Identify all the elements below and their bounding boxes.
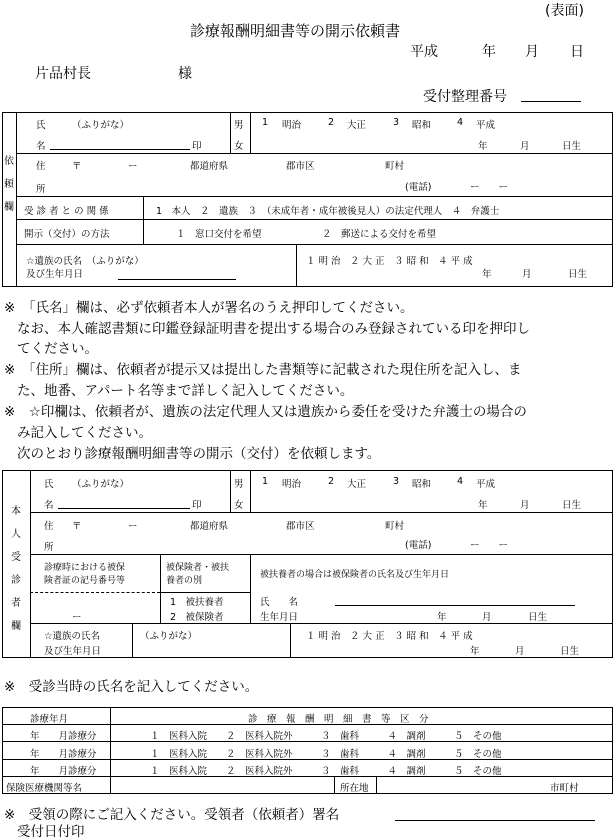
note-name-2: なお、本人確認書類に印鑑登録証明書を提出する場合のみ登録されている印を押印し — [17, 321, 530, 337]
addressee-sama: 様 — [178, 66, 192, 82]
req-name-label: 氏 — [36, 120, 46, 131]
req-postal-dash: ー — [128, 161, 138, 172]
insured-no-dash: ー — [72, 612, 82, 623]
reception-number-field[interactable] — [521, 101, 581, 102]
pat-male-label: 男 — [234, 479, 244, 490]
pat-era-1: 1 — [262, 476, 269, 487]
treatment-row-1-month: 年 月診療分 — [30, 731, 97, 742]
pat-era-showa: 昭和 — [412, 479, 432, 490]
req-female-label: 女 — [234, 141, 244, 152]
req-name-field[interactable] — [50, 149, 190, 150]
method-option-counter[interactable]: １ 窓口交付を希望 — [176, 229, 262, 240]
type-option-dependent[interactable]: 1 被扶養者 — [170, 597, 224, 608]
pat-deceased-birth-day: 日生 — [560, 646, 580, 657]
pat-name-field[interactable] — [58, 508, 190, 509]
pat-deceased-label-2: 及び生年月日 — [44, 646, 102, 657]
note-patient-name: ※ 受診当時の氏名を記入してください。 — [4, 679, 259, 695]
facility-label: 保険医療機関等名 — [6, 783, 83, 794]
req-postal-mark: 〒 — [72, 161, 82, 172]
insured-birth-month: 月 — [482, 612, 492, 623]
pat-phone-dashes: ー ー — [470, 540, 509, 551]
insured-type-label-2: 養者の別 — [166, 576, 203, 586]
requester-side-label: 依頼欄 — [4, 156, 14, 213]
note-star-2: み記入してください。 — [17, 425, 152, 441]
req-era-showa: 昭和 — [412, 120, 432, 131]
deceased-name-field[interactable] — [118, 279, 236, 280]
deceased-birth-day: 日生 — [568, 269, 588, 280]
col-treatment-month: 診療年月 — [30, 714, 69, 725]
note-address: ※ 「住所」欄は、依頼者が提示又は提出した書類等に記載された現住所を記入し、ま — [4, 362, 522, 378]
treatment-row-1-options[interactable]: １ 医科入院 ２ 医科入院外 ３ 歯科 ４ 調剤 ５ その他 — [150, 731, 502, 742]
pat-deceased-eras: １ 明 治 ２ 大 正 ３ 昭 和 ４ 平 成 — [306, 631, 473, 642]
note-name-3: てください。 — [17, 341, 98, 357]
type-option-insured[interactable]: 2 被保険者 — [170, 612, 224, 623]
deceased-label: ☆遺族の氏名 （ふりがな） — [26, 256, 144, 267]
pat-female-label: 女 — [234, 500, 244, 511]
pat-birth-day: 日生 — [562, 500, 582, 511]
req-phone-label: (電話) — [405, 182, 432, 193]
req-birth-day: 日生 — [562, 141, 582, 152]
note-address-2: た、地番、アパート名等まで詳しく記入してください。 — [17, 383, 354, 399]
pat-deceased-furigana: （ふりがな） — [140, 631, 198, 642]
req-town-label: 町村 — [385, 161, 405, 172]
footer-note: ※ 受領の際にご記入ください。受領者（依頼者）署名 — [4, 807, 340, 823]
req-birth-month: 月 — [520, 141, 530, 152]
pat-birth-year: 年 — [478, 500, 488, 511]
deceased-birth-year: 年 — [482, 269, 492, 280]
pat-era-heisei: 平成 — [476, 479, 496, 490]
pat-era-3: 3 — [393, 476, 400, 487]
req-era-3: 3 — [393, 117, 400, 128]
date-day: 日 — [570, 44, 584, 60]
patient-side-label: 本人受診者欄 — [11, 506, 21, 632]
req-era-taisho: 大正 — [347, 120, 367, 131]
city-label: 市町村 — [550, 783, 579, 794]
req-era-meiji: 明治 — [282, 120, 302, 131]
req-era-heisei: 平成 — [476, 120, 496, 131]
note-name: ※ 「氏名」欄は、必ず依頼者本人が署名のうえ押印してください。 — [4, 300, 414, 316]
deceased-eras: １ 明 治 ２ 大 正 ３ 昭 和 ４ 平 成 — [306, 256, 473, 267]
relation-label: 受 診 者 と の 関 係 — [24, 206, 109, 217]
pat-era-taisho: 大正 — [347, 479, 367, 490]
pat-deceased-birth-month: 月 — [515, 646, 525, 657]
treatment-row-2-month: 年 月診療分 — [30, 749, 97, 760]
pat-era-2: 2 — [328, 476, 335, 487]
relation-options[interactable]: 1 本人 ２ 遺族 ３ （未成年者・成年被後見人）の法定代理人 ４ 弁護士 — [156, 206, 500, 217]
method-option-mail[interactable]: ２ 郵送による交付を希望 — [322, 229, 437, 240]
req-male-label: 男 — [234, 120, 244, 131]
method-label: 開示（交付）の方法 — [24, 229, 110, 240]
req-address-label: 住 — [36, 161, 46, 172]
deceased-label-2: 及び生年月日 — [26, 269, 84, 280]
note-request: 次のとおり診療報酬明細書等の開示（交付）を依頼します。 — [17, 446, 381, 462]
pat-deceased-birth-year: 年 — [470, 646, 480, 657]
insured-name-field[interactable] — [335, 605, 575, 606]
treatment-row-3-options[interactable]: １ 医科入院 ２ 医科入院外 ３ 歯科 ４ 調剤 ５ その他 — [150, 766, 502, 777]
pat-phone-label: (電話) — [405, 540, 432, 551]
location-label: 所在地 — [340, 783, 369, 794]
pat-postal-dash: ー — [128, 521, 138, 532]
pat-name-label: 氏 — [44, 479, 54, 490]
document-title: 診療報酬明細書等の開示依頼書 — [190, 22, 401, 40]
pat-birth-month: 月 — [520, 500, 530, 511]
req-seal-label: 印 — [192, 141, 202, 152]
date-era: 平成 — [410, 44, 438, 60]
pat-address-label: 住 — [44, 521, 54, 532]
pat-seal-label: 印 — [192, 500, 202, 511]
pat-deceased-label: ☆遺族の氏名 — [44, 631, 101, 642]
deceased-birth-month: 月 — [522, 269, 532, 280]
pat-mei-label: 名 — [44, 500, 54, 511]
pat-furigana-label: （ふりがな） — [72, 479, 130, 490]
signature-field[interactable] — [395, 820, 595, 821]
req-furigana-label: （ふりがな） — [72, 120, 130, 131]
addressee: 片品村長 — [35, 66, 91, 82]
insured-birth-year: 年 — [437, 612, 447, 623]
treatment-row-2-options[interactable]: １ 医科入院 ２ 医科入院外 ３ 歯科 ４ 調剤 ５ その他 — [150, 749, 502, 760]
pat-pref-label: 都道府県 — [190, 521, 229, 532]
pat-town-label: 町村 — [385, 521, 405, 532]
date-year: 年 — [482, 44, 496, 60]
pat-sho-label: 所 — [44, 542, 54, 553]
req-mei-label: 名 — [36, 141, 46, 152]
note-star: ※ ☆印欄は、依頼者が、遺族の法定代理人又は遺族から委任を受けた弁護士の場合の — [4, 404, 527, 420]
req-era-1: 1 — [262, 117, 269, 128]
insured-no-label: 診療時における被保 — [44, 563, 126, 573]
req-era-4: 4 — [457, 117, 464, 128]
insured-birth-day: 日生 — [528, 612, 548, 623]
treatment-row-3-month: 年 月診療分 — [30, 766, 97, 777]
pat-era-4: 4 — [457, 476, 464, 487]
insured-no-label-2: 険者証の記号番号等 — [44, 576, 126, 586]
pat-era-meiji: 明治 — [282, 479, 302, 490]
reception-number-label: 受付整理番号 — [423, 89, 507, 105]
dependent-note: 被扶養者の場合は被保険者の氏名及び生年月日 — [260, 570, 450, 580]
req-phone-dashes: ー ー — [470, 182, 509, 193]
side-label: (表面) — [545, 3, 584, 19]
date-month: 月 — [525, 44, 539, 60]
req-pref-label: 都道府県 — [190, 161, 229, 172]
req-county-label: 郡市区 — [286, 161, 315, 172]
pat-postal-mark: 〒 — [72, 521, 82, 532]
req-birth-year: 年 — [478, 141, 488, 152]
req-sho-label: 所 — [36, 184, 46, 195]
pat-county-label: 郡市区 — [286, 521, 315, 532]
insured-type-label: 被保険者・被扶 — [166, 563, 230, 573]
insured-name-label: 氏 名 — [260, 597, 299, 608]
col-category: 診 療 報 酬 明 細 書 等 区 分 — [248, 714, 429, 725]
insured-birth-label: 生年月日 — [260, 612, 299, 623]
req-era-2: 2 — [328, 117, 335, 128]
stamp-label: 受付日付印 — [17, 824, 85, 840]
